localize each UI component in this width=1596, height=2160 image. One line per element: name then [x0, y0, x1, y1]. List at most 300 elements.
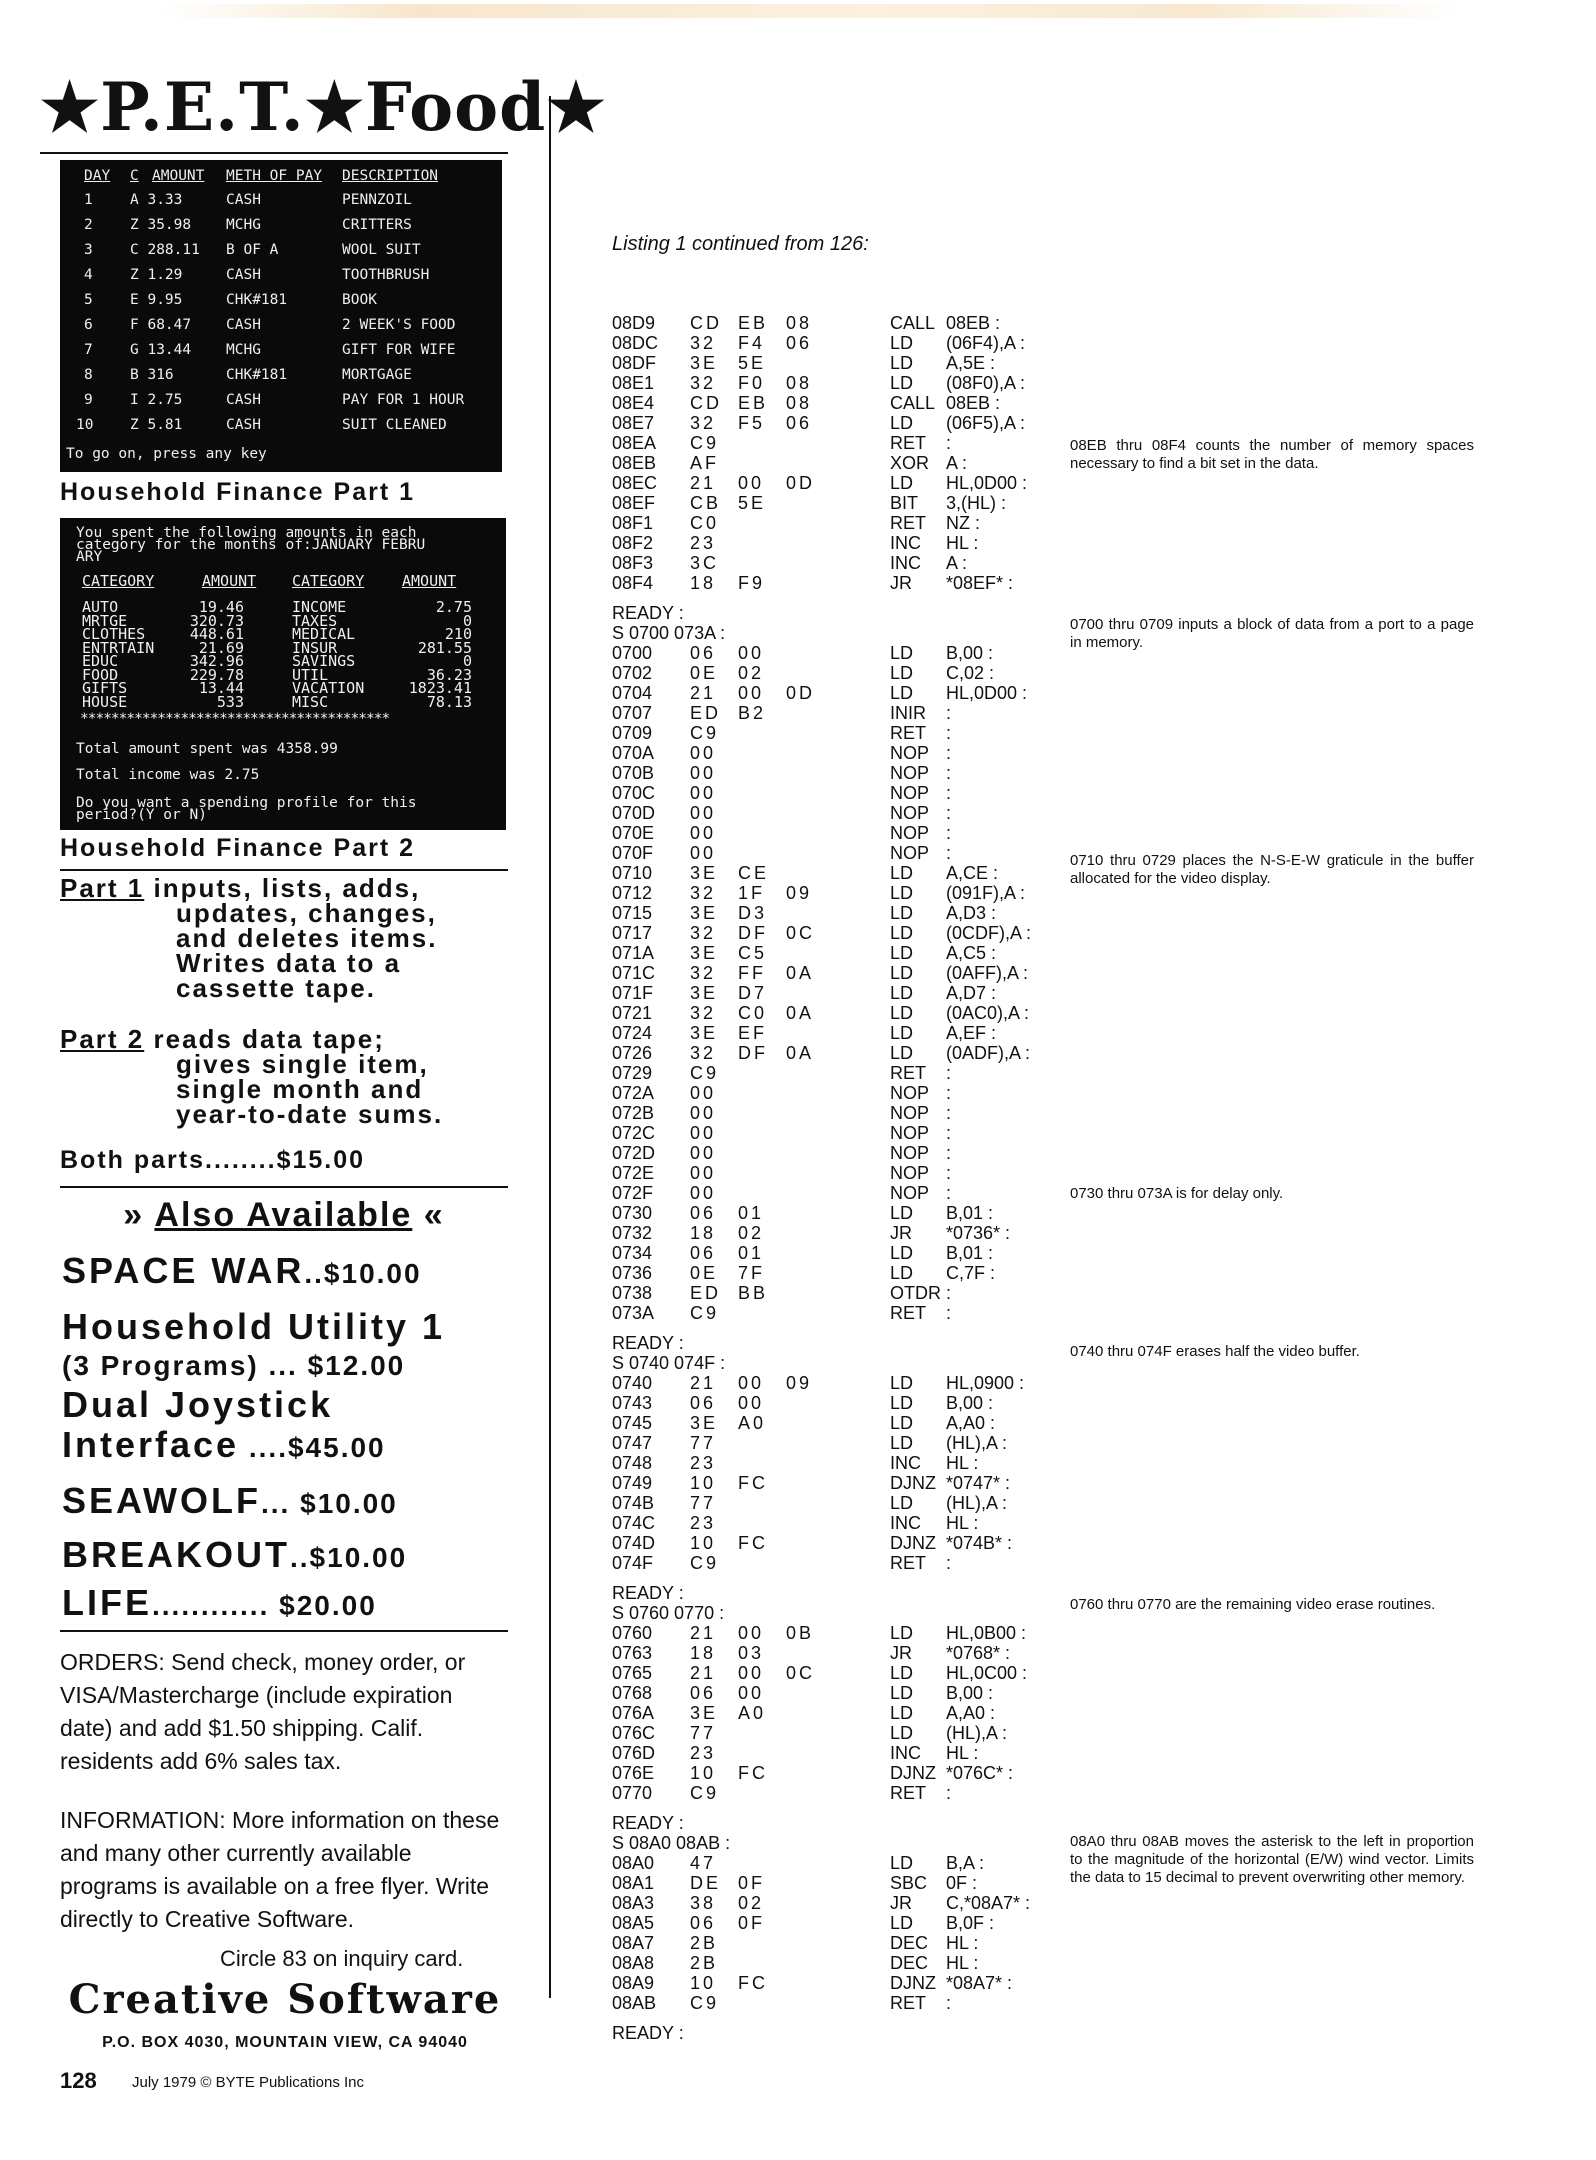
listing-line [612, 1683, 1112, 1703]
listing-line [612, 1453, 1112, 1473]
listing-address: 08EF [612, 493, 656, 513]
listing-byte: C9 [690, 723, 720, 743]
listing-comment: 0700 thru 0709 inputs a block of data from a port to a page in memory. [1070, 616, 1474, 651]
screen1-row [60, 338, 502, 362]
listing-opcode: LD [890, 1433, 914, 1453]
screen2-intro-line-3: ARY [76, 549, 103, 565]
listing-byte: C0 [738, 1003, 768, 1023]
screen2-amount-1: 229.78 [189, 665, 244, 684]
listing-opcode: JR [890, 1893, 912, 1913]
product-life: LIFE............ $20.00 [62, 1582, 377, 1623]
listing-operand: *08A7* : [946, 1973, 1013, 1993]
listing-byte: 32 [690, 373, 717, 393]
listing-address: 070C [612, 783, 656, 803]
listing-address: 0738 [612, 1283, 653, 1303]
part1-line: and deletes items. [176, 923, 438, 953]
listing-line [612, 1833, 1112, 1853]
listing-operand: (06F5),A : [946, 413, 1026, 433]
listing-operand: (091F),A : [946, 883, 1026, 903]
listing-line [612, 1163, 1112, 1183]
screen2-category-2: SAVINGS [292, 652, 356, 670]
listing-line [612, 983, 1112, 1003]
listing-byte: EF [738, 1023, 768, 1043]
listing-byte: AF [690, 453, 720, 473]
listing-address: 0748 [612, 1453, 653, 1473]
listing-line [612, 1003, 1112, 1023]
screen2-category-1: MRTGE [82, 611, 128, 630]
listing-address: 076E [612, 1763, 655, 1783]
listing-byte: 3E [690, 1023, 719, 1043]
listing-byte: 00 [738, 1683, 765, 1703]
listing-byte: 01 [738, 1203, 765, 1223]
screen1-method: MCHG [226, 342, 261, 358]
screen1-description: TOOTHBRUSH [342, 267, 430, 283]
also-available-heading [60, 1196, 508, 1235]
listing-opcode: BIT [890, 493, 919, 513]
listing-address: S 0700 073A : [612, 623, 726, 643]
screen1-amount: G 13.44 [130, 342, 192, 358]
listing-operand: : [946, 1553, 952, 1573]
listing-byte: 02 [738, 1893, 765, 1913]
listing-line [612, 1043, 1112, 1063]
listing-byte: 00 [690, 803, 717, 823]
listing-byte: 06 [786, 413, 813, 433]
listing-byte: FC [738, 1973, 768, 1993]
screen1-description: PENNZOIL [342, 192, 412, 208]
listing-address: S 08A0 08AB : [612, 1833, 731, 1853]
listing-byte: 3E [690, 943, 719, 963]
listing-address: 0770 [612, 1783, 653, 1803]
screenshot-spending-summary [60, 518, 506, 830]
listing-line [612, 1813, 1112, 1833]
screen1-amount: Z 35.98 [130, 217, 192, 233]
listing-operand: NZ : [946, 513, 980, 533]
ad-title-rule [40, 152, 508, 154]
listing-operand: HL : [946, 1953, 979, 1973]
listing-opcode: INC [890, 553, 921, 573]
listing-line [612, 1333, 1112, 1353]
listing-opcode: LD [890, 643, 914, 663]
screen1-day: 7 [84, 342, 93, 358]
listing-line [612, 963, 1112, 983]
listing-byte: 3C [690, 553, 720, 573]
listing-byte: 23 [690, 533, 717, 553]
listing-operand: : [946, 823, 952, 843]
listing-address: 072F [612, 1183, 654, 1203]
listing-byte: 0F [738, 1873, 766, 1893]
screen1-amount: F 68.47 [130, 317, 192, 333]
listing-address: 08F1 [612, 513, 654, 533]
listing-line [612, 1083, 1112, 1103]
listing-byte: DF [738, 1043, 768, 1063]
listing-byte: 00 [690, 1163, 717, 1183]
listing-line [612, 1063, 1112, 1083]
screen1-amount: C 288.11 [130, 242, 200, 258]
listing-address: 0732 [612, 1223, 653, 1243]
screen1-description: GIFT FOR WIFE [342, 342, 456, 358]
listing-line [612, 1853, 1112, 1873]
listing-line [612, 1203, 1112, 1223]
listing-line [612, 923, 1112, 943]
listing-operand: C,02 : [946, 663, 995, 683]
screen1-row [60, 238, 502, 262]
listing-address: 08A9 [612, 1973, 655, 1993]
listing-byte: 10 [690, 1533, 717, 1553]
listing-heading: Listing 1 continued from 126: [612, 233, 869, 255]
screen1-description: SUIT CLEANED [342, 417, 447, 433]
listing-opcode: RET [890, 1303, 926, 1323]
listing-byte: 10 [690, 1973, 717, 1993]
listing-line [612, 823, 1112, 843]
screen1-description: BOOK [342, 292, 377, 308]
listing-address: 08A3 [612, 1893, 655, 1913]
listing-byte: 32 [690, 1003, 717, 1023]
listing-byte: 21 [690, 1663, 717, 1683]
listing-address: READY : [612, 603, 684, 623]
screenshot-expense-list [60, 160, 502, 472]
listing-opcode: RET [890, 1993, 926, 2013]
listing-byte: 18 [690, 1643, 717, 1663]
listing-address: 071C [612, 963, 656, 983]
also-available-text: Also Available [154, 1196, 413, 1234]
listing-operand: HL,0900 : [946, 1373, 1025, 1393]
footer-credit: July 1979 © BYTE Publications Inc [132, 2074, 365, 2091]
listing-opcode: LD [890, 1683, 914, 1703]
listing-operand: (0CDF),A : [946, 923, 1032, 943]
listing-address: 0768 [612, 1683, 653, 1703]
listing-operand: 08EB : [946, 313, 1001, 333]
listing-operand: A,D3 : [946, 903, 997, 923]
listing-opcode: RET [890, 513, 926, 533]
listing-line [612, 1553, 1112, 1573]
listing-byte: 00 [738, 473, 765, 493]
part1-line: Writes data to a [176, 948, 402, 978]
listing-address: 072C [612, 1123, 656, 1143]
listing-opcode: LD [890, 1203, 914, 1223]
listing-address: READY : [612, 1583, 684, 1603]
listing-byte: 77 [690, 1433, 717, 1453]
listing-byte: 1F [738, 883, 766, 903]
screen2-amount-2: 0 [462, 652, 472, 670]
listing-address: 0729 [612, 1063, 653, 1083]
listing-byte: 0E [690, 663, 719, 683]
listing-operand: HL : [946, 1933, 979, 1953]
listing-address: 0712 [612, 883, 653, 903]
listing-byte: 03 [738, 1643, 765, 1663]
listing-operand: : [946, 803, 952, 823]
screen1-amount: A 3.33 [130, 192, 183, 208]
screen1-header-method: METH OF PAY [226, 168, 323, 184]
listing-line [612, 1353, 1112, 1373]
part2-line: single month and [176, 1074, 424, 1104]
screen1-row [60, 313, 502, 337]
listing-line [612, 1263, 1112, 1283]
listing-byte: 00 [738, 1393, 765, 1413]
listing-operand: 0F : [946, 1873, 978, 1893]
screen2-header-amount-2: AMOUNT [402, 572, 457, 590]
listing-opcode: CALL [890, 393, 936, 413]
listing-byte: 08 [786, 393, 813, 413]
listing-address: 08A1 [612, 1873, 655, 1893]
listing-line [612, 743, 1112, 763]
listing-operand: A : [946, 453, 968, 473]
listing-address: 074B [612, 1493, 655, 1513]
listing-byte: 38 [690, 1893, 717, 1913]
listing-opcode: DJNZ [890, 1763, 936, 1783]
listing-byte: 06 [786, 333, 813, 353]
listing-byte: F5 [738, 413, 766, 433]
listing-address: 08E1 [612, 373, 655, 393]
listing-line [612, 1763, 1112, 1783]
listing-byte: 0D [786, 683, 816, 703]
listing-line [612, 333, 1112, 353]
listing-line [612, 803, 1112, 823]
listing-opcode: LD [890, 963, 914, 983]
screen1-method: CASH [226, 417, 261, 433]
listing-opcode: JR [890, 1223, 912, 1243]
listing-operand: HL,0B00 : [946, 1623, 1027, 1643]
also-available-quote-close: « [423, 1196, 445, 1234]
screen1-prompt: To go on, press any key [66, 446, 267, 462]
screen2-category-1: ENTRTAIN [82, 638, 155, 657]
listing-byte: D7 [738, 983, 768, 1003]
listing-address: 08E7 [612, 413, 655, 433]
listing-line [612, 1913, 1112, 1933]
screen1-method: CHK#181 [226, 367, 288, 383]
listing-byte: DE [690, 1873, 722, 1893]
listing-opcode: RET [890, 433, 926, 453]
listing-address: 08EB [612, 453, 657, 473]
listing-operand: : [946, 703, 952, 723]
listing-operand: (HL),A : [946, 1433, 1008, 1453]
listing-address: 08A5 [612, 1913, 655, 1933]
screen2-category-1: FOOD [82, 665, 119, 684]
listing-line [612, 1603, 1112, 1623]
listing-opcode: INC [890, 533, 921, 553]
listing-comment: 0760 thru 0770 are the remaining video erase routines. [1070, 1596, 1436, 1613]
listing-line [612, 1703, 1112, 1723]
listing-byte: C0 [690, 513, 720, 533]
listing-line [612, 1303, 1112, 1323]
listing-byte: 06 [690, 1393, 717, 1413]
listing-byte: CD [690, 393, 722, 413]
listing-address: 0730 [612, 1203, 653, 1223]
listing-opcode: DEC [890, 1953, 929, 1973]
listing-address: 076D [612, 1743, 656, 1763]
screen1-row [60, 213, 502, 237]
screen2-amount-1: 533 [216, 692, 244, 711]
listing-line [612, 353, 1112, 373]
listing-operand: A,D7 : [946, 983, 997, 1003]
listing-byte: F9 [738, 573, 766, 593]
listing-byte: 10 [690, 1763, 717, 1783]
screen1-row [60, 188, 502, 212]
listing-operand: : [946, 1783, 952, 1803]
listing-address: 076A [612, 1703, 655, 1723]
screen2-category-2: TAXES [292, 611, 338, 630]
listing-byte: FC [738, 1533, 768, 1553]
listing-address: 071A [612, 943, 655, 963]
listing-byte: 00 [690, 1183, 717, 1203]
listing-opcode: LD [890, 1723, 914, 1743]
ad-rule [60, 1630, 508, 1632]
listing-byte: 21 [690, 1373, 717, 1393]
listing-address: 071F [612, 983, 654, 1003]
listing-operand: 3,(HL) : [946, 493, 1007, 513]
listing-byte: 00 [738, 1373, 765, 1393]
listing-operand: 08EB : [946, 393, 1001, 413]
listing-byte: 0F [738, 1913, 766, 1933]
listing-byte: 18 [690, 1223, 717, 1243]
listing-opcode: RET [890, 723, 926, 743]
listing-address: 0745 [612, 1413, 653, 1433]
listing-operand: : [946, 743, 952, 763]
listing-address: READY : [612, 1333, 684, 1353]
listing-operand: : [946, 1083, 952, 1103]
listing-opcode: LD [890, 333, 914, 353]
listing-address: READY : [612, 1813, 684, 1833]
screen2-category-2: INCOME [292, 598, 347, 616]
listing-operand: (0ADF),A : [946, 1043, 1031, 1063]
listing-address: 070E [612, 823, 655, 843]
screen2-amount-1: 448.61 [189, 625, 244, 643]
ad-title: ★P.E.T.★Food★ [40, 68, 607, 146]
listing-byte: C9 [690, 1553, 720, 1573]
listing-operand: : [946, 1123, 952, 1143]
listing-byte: 47 [690, 1853, 717, 1873]
listing-opcode: LD [890, 473, 914, 493]
company-address: P.O. BOX 4030, MOUNTAIN VIEW, CA 94040 [102, 2034, 468, 2051]
listing-operand: (08F0),A : [946, 373, 1026, 393]
listing-address: 08EA [612, 433, 657, 453]
listing-byte: 0A [786, 1003, 815, 1023]
screen1-method: CASH [226, 192, 261, 208]
listing-operand: HL : [946, 1453, 979, 1473]
listing-operand: (0AFF),A : [946, 963, 1029, 983]
listing-address: 0763 [612, 1643, 653, 1663]
listing-byte: B2 [738, 703, 767, 723]
listing-address: 0726 [612, 1043, 653, 1063]
listing-byte: FC [738, 1763, 768, 1783]
listing-address: 073A [612, 1303, 655, 1323]
listing-address: 0747 [612, 1433, 653, 1453]
screen2-amount-2: 2.75 [435, 598, 472, 616]
listing-byte: 06 [690, 643, 717, 663]
listing-line [612, 663, 1112, 683]
listing-operand: B,A : [946, 1853, 985, 1873]
listing-byte: 0E [690, 1263, 719, 1283]
listing-operand: HL : [946, 1743, 979, 1763]
ad-rule [60, 1186, 508, 1188]
listing-line [612, 1973, 1112, 1993]
both-parts-price: Both parts........$15.00 [60, 1146, 366, 1174]
listing-byte: 77 [690, 1493, 717, 1513]
listing-operand: *0768* : [946, 1643, 1011, 1663]
listing-operand: A,A0 : [946, 1703, 996, 1723]
listing-byte: 77 [690, 1723, 717, 1743]
listing-operand: A,C5 : [946, 943, 997, 963]
part1-description [60, 873, 510, 1003]
listing-operand: : [946, 723, 952, 743]
screen1-amount: I 2.75 [130, 392, 183, 408]
listing-byte: ED [690, 1283, 722, 1303]
listing-byte: 32 [690, 963, 717, 983]
listing-operand: C,7F : [946, 1263, 996, 1283]
screen2-star-divider: **************************************** [80, 711, 390, 727]
screen2-amount-1: 21.69 [198, 638, 244, 657]
listing-line [612, 573, 1112, 593]
listing-opcode: JR [890, 1643, 912, 1663]
listing-line [612, 683, 1112, 703]
screen1-day: 9 [84, 392, 93, 408]
listing-byte: 01 [738, 1243, 765, 1263]
listing-byte: 32 [690, 333, 717, 353]
listing-line [612, 1663, 1112, 1683]
listing-byte: 08 [786, 373, 813, 393]
screen1-day: 2 [84, 217, 93, 233]
listing-line [612, 1623, 1112, 1643]
listing-byte: 3E [690, 903, 719, 923]
listing-address: 08F4 [612, 573, 654, 593]
listing-opcode: LD [890, 863, 914, 883]
listing-address: 0740 [612, 1373, 653, 1393]
listing-operand: *076C* : [946, 1763, 1014, 1783]
listing-byte: 02 [738, 663, 765, 683]
listing-opcode: NOP [890, 843, 930, 863]
listing-address: 08DC [612, 333, 659, 353]
listing-byte: 00 [690, 743, 717, 763]
listing-opcode: LD [890, 1913, 914, 1933]
listing-opcode: NOP [890, 1103, 930, 1123]
listing-comment: 0710 thru 0729 places the N-S-E-W graticule in the buffer allocated for the video display. [1070, 852, 1474, 887]
listing-address: 08DF [612, 353, 657, 373]
listing-byte: FC [738, 1473, 768, 1493]
listing-line [612, 1143, 1112, 1163]
listing-line [612, 1373, 1112, 1393]
orders-text: ORDERS: Send check, money order, or VISA/Mastercharge (include expiration date) and add $1.50 shipping. Calif. residents add 6% sales tax. [60, 1649, 466, 1774]
listing-byte: D3 [738, 903, 768, 923]
assembly-listing [612, 0, 1112, 2160]
screen1-header-description: DESCRIPTION [342, 168, 439, 184]
screen2-total-spent: Total amount spent was 4358.99 [76, 741, 338, 757]
screen2-amount-2: 0 [462, 611, 472, 630]
listing-byte: 06 [690, 1243, 717, 1263]
listing-byte: 0A [786, 963, 815, 983]
listing-line [612, 493, 1112, 513]
screen1-amount: E 9.95 [130, 292, 183, 308]
listing-address: 08A7 [612, 1933, 655, 1953]
listing-line [612, 883, 1112, 903]
screen2-category-2: MEDICAL [292, 625, 356, 643]
screen2-category-2: UTIL [292, 665, 329, 684]
listing-byte: 02 [738, 1223, 765, 1243]
listing-opcode: LD [890, 923, 914, 943]
listing-address: 08E4 [612, 393, 655, 413]
listing-opcode: LD [890, 1393, 914, 1413]
listing-line [612, 413, 1112, 433]
screen2-question-line-1: Do you want a spending profile for this [76, 795, 417, 811]
listing-opcode: LD [890, 903, 914, 923]
listing-byte: 18 [690, 573, 717, 593]
listing-operand: : [946, 433, 952, 453]
screen1-day: 10 [76, 417, 94, 433]
listing-byte: FF [738, 963, 766, 983]
listing-opcode: LD [890, 1703, 914, 1723]
listing-operand: HL,0D00 : [946, 473, 1028, 493]
listing-address: 074F [612, 1553, 654, 1573]
listing-opcode: SBC [890, 1873, 928, 1893]
listing-address: 08D9 [612, 313, 656, 333]
